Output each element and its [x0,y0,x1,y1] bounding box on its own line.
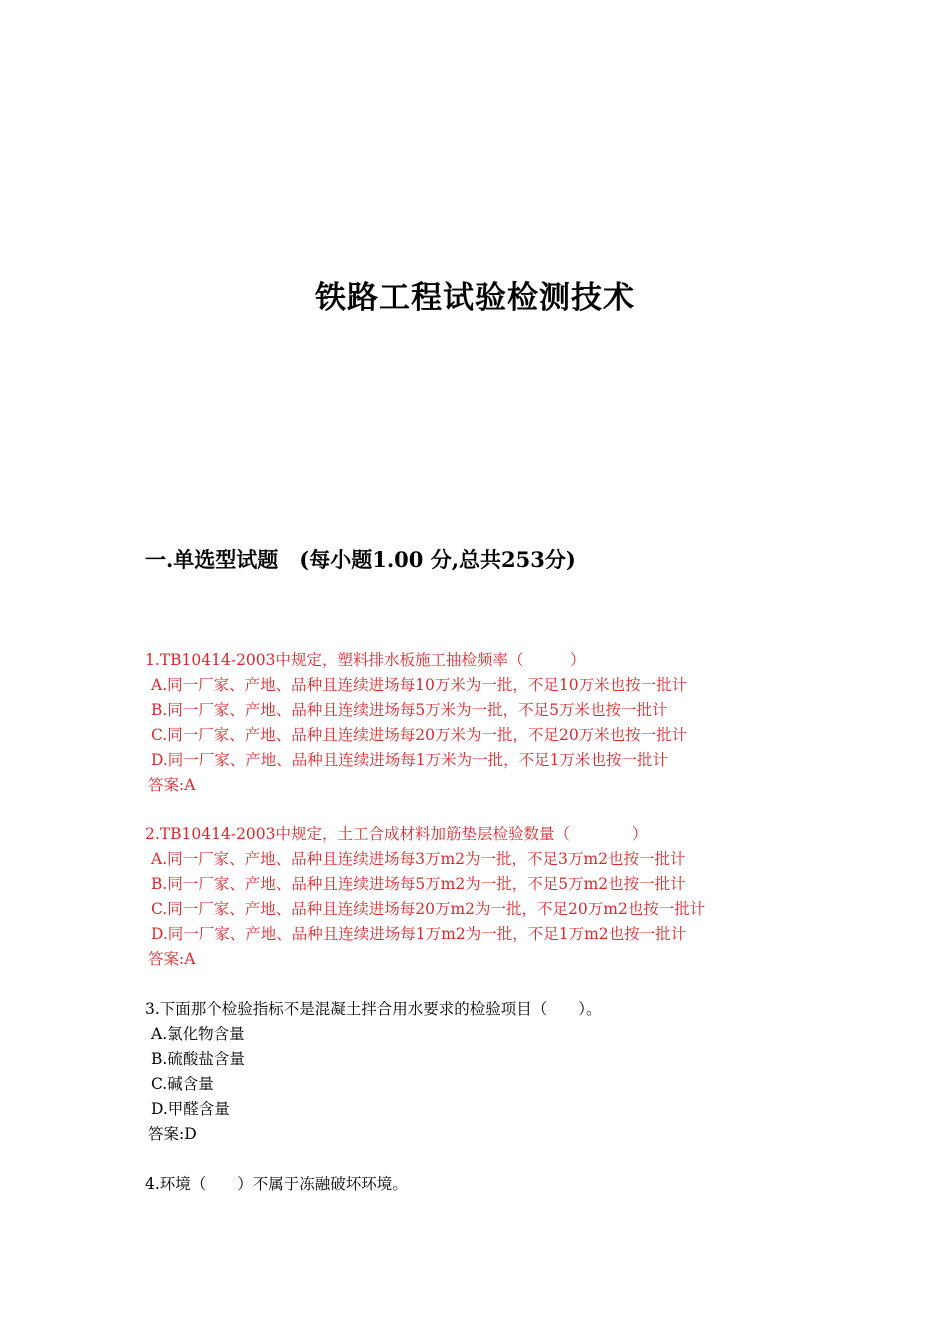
option-b: B.硫酸盐含量 [151,1050,245,1068]
section-heading: 一.单选型试题 (每小题1.00 分,总共253分) [145,547,576,572]
option-b: B.同一厂家、产地、品种且连续进场每5万米为一批，不足5万米也按一批计 [151,701,668,719]
option-d: D.同一厂家、产地、品种且连续进场每1万m2为一批，不足1万m2也按一批计 [151,925,687,943]
question-3 [145,997,602,1147]
answer: 答案:D [148,1125,197,1143]
option-b: B.同一厂家、产地、品种且连续进场每5万m2为一批，不足5万m2也按一批计 [151,875,686,893]
option-a: A.同一厂家、产地、品种且连续进场每10万米为一批，不足10万米也按一批计 [151,676,688,694]
question-2 [145,822,705,972]
question-4 [145,1172,408,1197]
option-a: A.氯化物含量 [151,1025,245,1043]
answer: 答案:A [148,950,196,968]
option-d: D.同一厂家、产地、品种且连续进场每1万米为一批，不足1万米也按一批计 [151,751,669,769]
option-d: D.甲醛含量 [151,1100,230,1118]
question-stem: 1.TB10414-2003中规定，塑料排水板施工抽检频率（ ） [145,651,586,669]
question-1 [145,648,687,798]
question-stem: 4.环境（ ）不属于冻融破坏环境。 [145,1175,408,1193]
question-stem: 2.TB10414-2003中规定，土工合成材料加筋垫层检验数量（ ） [145,825,648,843]
option-a: A.同一厂家、产地、品种且连续进场每3万m2为一批，不足3万m2也按一批计 [151,850,686,868]
document-title: 铁路工程试验检测技术 [315,280,635,316]
option-c: C.同一厂家、产地、品种且连续进场每20万m2为一批，不足20万m2也按一批计 [151,900,706,918]
option-c: C.同一厂家、产地、品种且连续进场每20万米为一批，不足20万米也按一批计 [151,726,688,744]
answer: 答案:A [148,776,196,794]
option-c: C.碱含量 [151,1075,214,1093]
question-stem: 3.下面那个检验指标不是混凝土拌合用水要求的检验项目（ ）。 [145,1000,602,1018]
